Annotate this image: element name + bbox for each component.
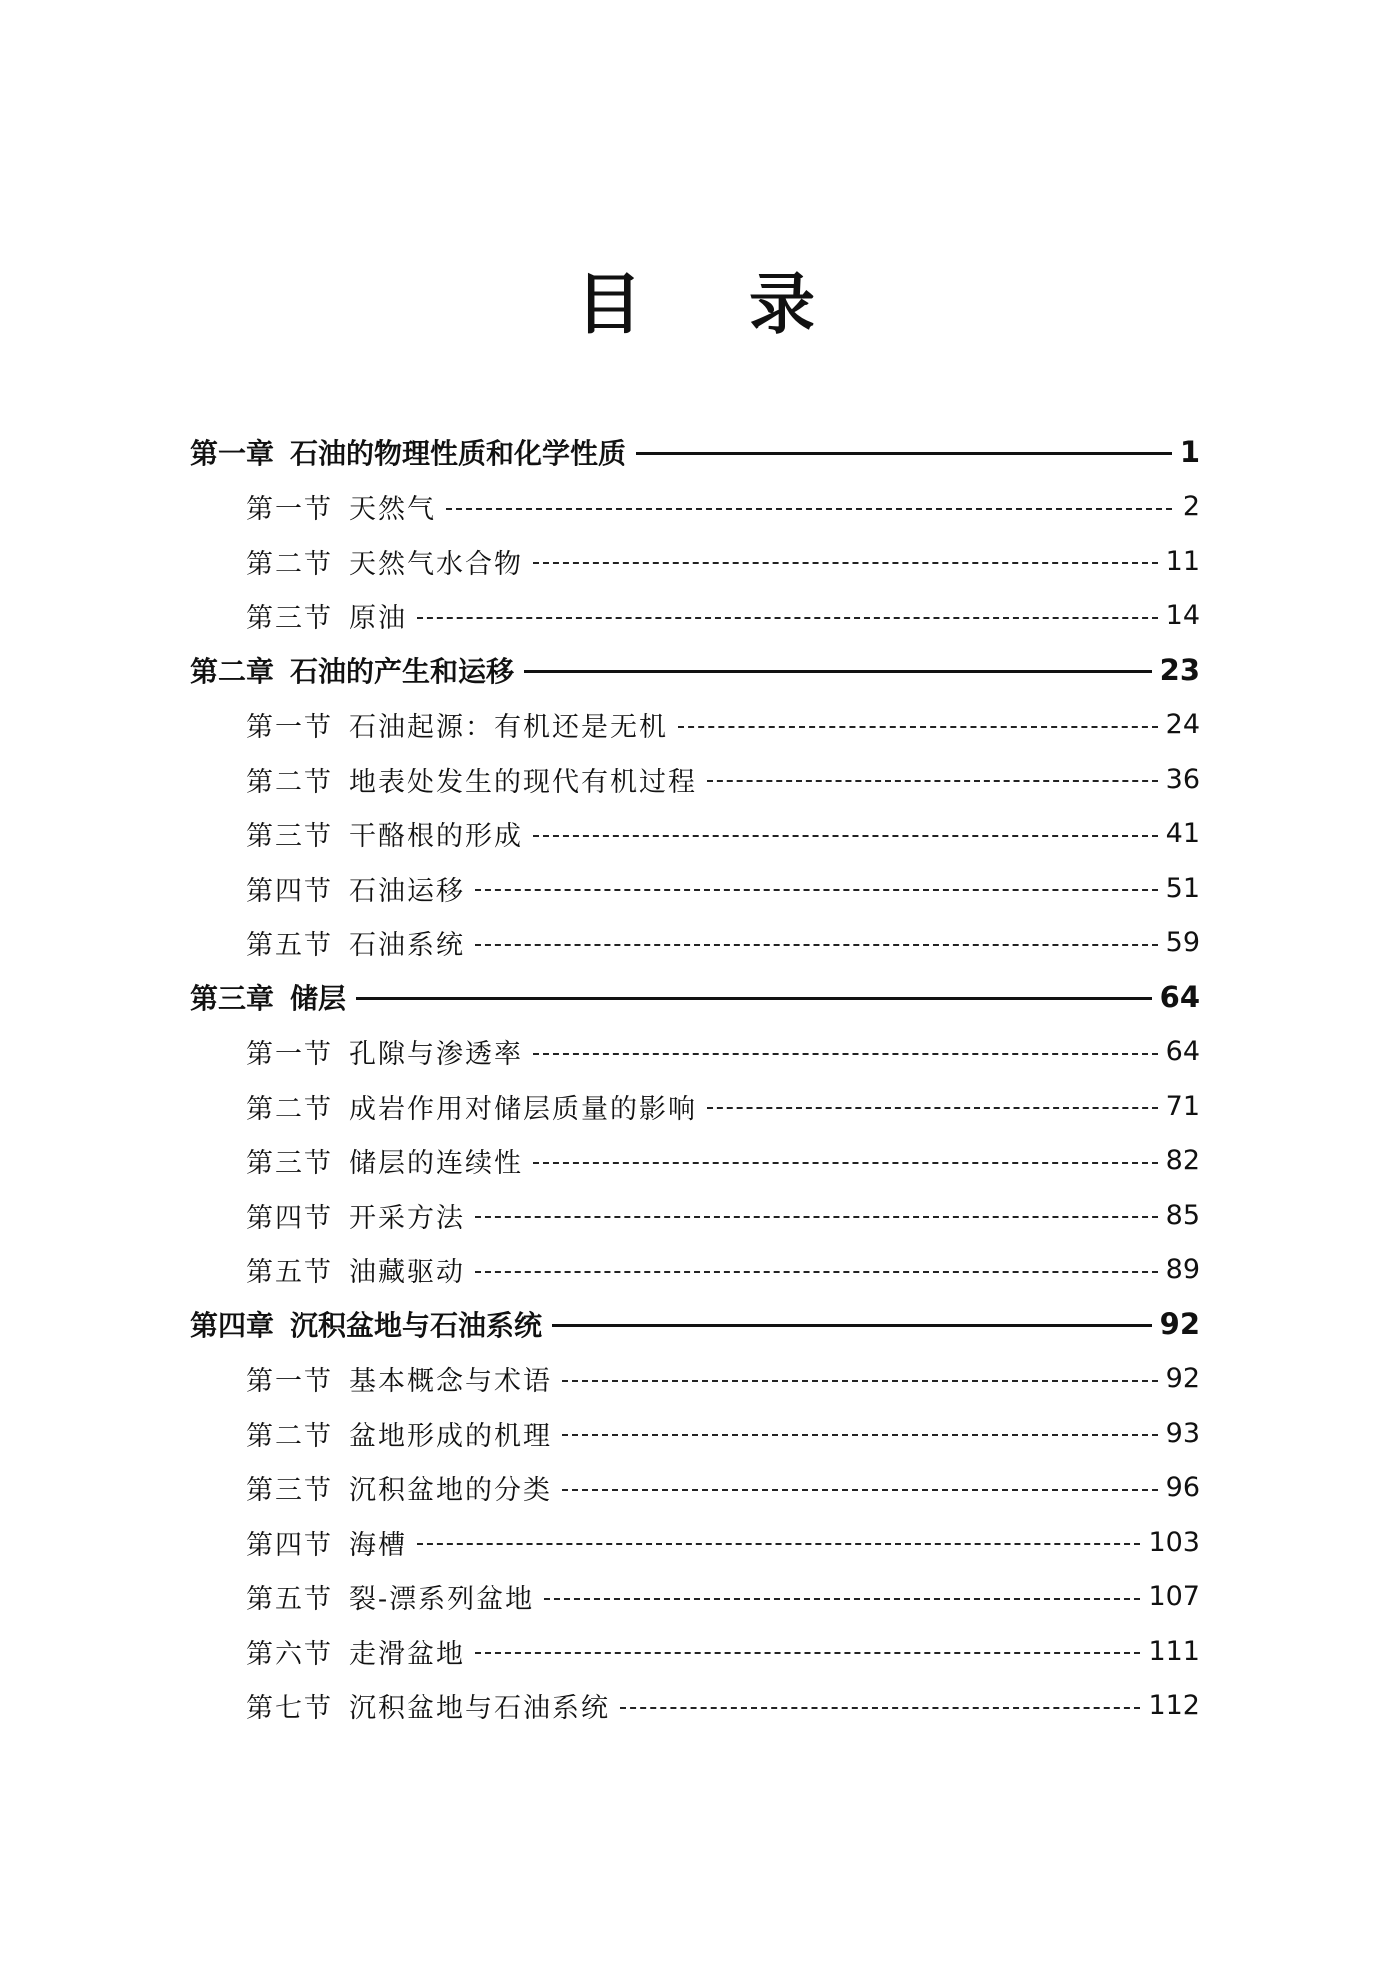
toc-entry-label [190, 432, 626, 472]
toc-entry-number: 第二节 [246, 1420, 333, 1452]
toc-page-number: 59 [1165, 927, 1200, 959]
toc-leader-line [544, 1598, 1140, 1600]
toc-entry-number: 第三章 [190, 982, 275, 1016]
toc-entry-number: 第五节 [246, 1584, 333, 1616]
toc-entry-title: 走滑盆地 [349, 1638, 465, 1670]
toc-chapter-row[interactable] [190, 970, 1200, 1025]
toc-entry-label [246, 923, 465, 962]
toc-entry-label [246, 1686, 610, 1725]
toc-leader-line [475, 1271, 1158, 1273]
toc-page-number: 64 [1165, 1036, 1200, 1068]
toc-entry-number: 第三节 [246, 1475, 333, 1507]
toc-leader-line [475, 1652, 1140, 1654]
toc-page-number: 36 [1165, 763, 1200, 795]
toc-section-row[interactable] [190, 1515, 1200, 1570]
toc-section-row[interactable] [190, 1188, 1200, 1243]
toc-entry-label [246, 1032, 523, 1071]
toc-page-number: 111 [1148, 1635, 1200, 1667]
toc-page-number: 71 [1165, 1090, 1200, 1122]
toc-leader-line [562, 1489, 1158, 1491]
toc-page-number: 93 [1165, 1417, 1200, 1449]
toc-entry-label [246, 1087, 697, 1126]
toc-entry-title: 石油的产生和运移 [290, 655, 515, 689]
toc-section-row[interactable] [190, 698, 1200, 753]
toc-leader-line [356, 997, 1152, 1000]
toc-entry-title: 开采方法 [349, 1202, 465, 1234]
toc-section-row[interactable] [190, 1624, 1200, 1679]
toc-section-row[interactable] [190, 1079, 1200, 1134]
toc-leader-line [446, 508, 1172, 510]
toc-leader-line [636, 452, 1172, 455]
toc-entry-number: 第四节 [246, 1202, 333, 1234]
toc-leader-line [524, 670, 1152, 673]
toc-section-row[interactable] [190, 1134, 1200, 1189]
toc-page-number: 85 [1165, 1199, 1200, 1231]
toc-entry-label [246, 760, 697, 799]
toc-page-number: 107 [1148, 1581, 1200, 1613]
toc-section-row[interactable] [190, 1352, 1200, 1407]
toc-entry-label [246, 1523, 407, 1562]
toc-leader-line [417, 1543, 1140, 1545]
toc-entry-label [246, 1468, 552, 1507]
toc-chapter-row[interactable] [190, 425, 1200, 480]
toc-page-number: 23 [1159, 653, 1200, 688]
toc-entry-number: 第一节 [246, 1366, 333, 1398]
toc-leader-line [620, 1707, 1140, 1709]
toc-entry-title: 干酪根的形成 [349, 821, 523, 853]
toc-section-row[interactable] [190, 1406, 1200, 1461]
toc-leader-line [475, 889, 1158, 891]
toc-entry-label [246, 542, 523, 581]
toc-entry-label [246, 1141, 523, 1180]
toc-entry-number: 第二节 [246, 1093, 333, 1125]
toc-entry-title: 石油起源：有机还是无机 [349, 712, 668, 744]
toc-entry-number: 第六节 [246, 1638, 333, 1670]
toc-entry-title: 储层 [290, 982, 347, 1016]
toc-entry-title: 裂-漂系列盆地 [349, 1584, 535, 1616]
toc-page-number: 89 [1165, 1254, 1200, 1286]
toc-entry-number: 第四节 [246, 1529, 333, 1561]
toc-page-number: 92 [1159, 1307, 1200, 1342]
toc-entry-title: 原油 [349, 603, 407, 635]
toc-entry-title: 油藏驱动 [349, 1257, 465, 1289]
toc-entry-title: 海槽 [349, 1529, 407, 1561]
toc-page-number: 2 [1182, 491, 1200, 523]
toc-entry-number: 第七节 [246, 1693, 333, 1725]
toc-entry-number: 第三节 [246, 603, 333, 635]
toc-leader-line [417, 617, 1158, 619]
toc-page-number: 41 [1165, 818, 1200, 850]
toc-page-number: 92 [1165, 1363, 1200, 1395]
toc-section-row[interactable] [190, 916, 1200, 971]
toc-leader-line [562, 1380, 1158, 1382]
toc-leader-line [678, 726, 1158, 728]
toc-entry-title: 基本概念与术语 [349, 1366, 552, 1398]
toc-section-row[interactable] [190, 589, 1200, 644]
toc-leader-line [552, 1324, 1152, 1327]
toc-leader-line [533, 1162, 1158, 1164]
toc-entry-number: 第四节 [246, 875, 333, 907]
toc-entry-number: 第一节 [246, 712, 333, 744]
toc-page-number: 51 [1165, 872, 1200, 904]
toc-entry-number: 第一节 [246, 1039, 333, 1071]
toc-entry-number: 第二节 [246, 766, 333, 798]
toc-entry-label [246, 1250, 465, 1289]
toc-page-number: 1 [1179, 435, 1200, 470]
toc-entry-title: 天然气 [349, 494, 436, 526]
toc-entry-label [246, 1577, 534, 1616]
toc-section-row[interactable] [190, 480, 1200, 535]
toc-section-row[interactable] [190, 752, 1200, 807]
toc-entry-label [246, 1632, 465, 1671]
toc-leader-line [475, 1216, 1158, 1218]
toc-entry-label [190, 977, 346, 1017]
toc-page-number: 82 [1165, 1145, 1200, 1177]
toc-entry-title: 天然气水合物 [349, 548, 523, 580]
toc-page-number: 24 [1165, 709, 1200, 741]
toc-entry-number: 第三节 [246, 821, 333, 853]
toc-page-number: 96 [1165, 1472, 1200, 1504]
toc-page-number: 112 [1148, 1690, 1200, 1722]
toc-leader-line [707, 780, 1158, 782]
toc-page-number: 14 [1165, 600, 1200, 632]
toc-entry-number: 第二章 [190, 655, 275, 689]
toc-leader-line [562, 1434, 1158, 1436]
toc-entry-number: 第五节 [246, 1257, 333, 1289]
toc-entry-label [246, 869, 465, 908]
toc-entry-label [246, 1359, 552, 1398]
toc-entry-number: 第四章 [190, 1309, 275, 1343]
toc-entry-title: 孔隙与渗透率 [349, 1039, 523, 1071]
toc-leader-line [533, 1053, 1158, 1055]
toc-entry-title: 沉积盆地的分类 [349, 1475, 552, 1507]
toc-entry-title: 储层的连续性 [349, 1148, 523, 1180]
toc-entry-number: 第五节 [246, 930, 333, 962]
toc-chapter-row[interactable] [190, 1297, 1200, 1352]
toc-entry-label [246, 814, 523, 853]
toc-section-row[interactable] [190, 861, 1200, 916]
toc-entry-title: 沉积盆地与石油系统 [349, 1693, 610, 1725]
toc-section-row[interactable] [190, 1025, 1200, 1080]
toc-entry-title: 沉积盆地与石油系统 [290, 1309, 543, 1343]
toc-entry-label [190, 1304, 542, 1344]
toc-leader-line [533, 562, 1158, 564]
toc-entry-title: 地表处发生的现代有机过程 [349, 766, 697, 798]
toc-section-row[interactable] [190, 1243, 1200, 1298]
toc-leader-line [475, 944, 1158, 946]
toc-entry-number: 第一章 [190, 437, 275, 471]
toc-leader-line [707, 1107, 1158, 1109]
toc-entry-title: 石油的物理性质和化学性质 [290, 437, 627, 471]
toc-section-row[interactable] [190, 807, 1200, 862]
toc-page-number: 64 [1159, 980, 1200, 1015]
page-title: 目 录 [576, 266, 857, 343]
toc-page-number: 11 [1165, 545, 1200, 577]
toc-entry-number: 第三节 [246, 1148, 333, 1180]
toc-chapter-row[interactable] [190, 643, 1200, 698]
toc-entry-title: 成岩作用对储层质量的影响 [349, 1093, 697, 1125]
toc-section-row[interactable] [190, 1461, 1200, 1516]
toc-entry-title: 盆地形成的机理 [349, 1420, 552, 1452]
toc-entry-label [246, 705, 668, 744]
toc-leader-line [533, 835, 1158, 837]
toc-section-row[interactable] [190, 1679, 1200, 1734]
toc-entry-label [246, 487, 436, 526]
toc-entry-label [246, 1196, 465, 1235]
toc-entry-title: 石油运移 [349, 875, 465, 907]
toc-entry-label [246, 596, 407, 635]
toc-entry-number: 第二节 [246, 548, 333, 580]
toc-entry-label [246, 1414, 552, 1453]
toc-section-row[interactable] [190, 534, 1200, 589]
toc-section-row[interactable] [190, 1570, 1200, 1625]
toc-entry-number: 第一节 [246, 494, 333, 526]
toc-entry-title: 石油系统 [349, 930, 465, 962]
toc-page-number: 103 [1148, 1526, 1200, 1558]
table-of-contents [190, 425, 1200, 1733]
toc-entry-label [190, 650, 514, 690]
